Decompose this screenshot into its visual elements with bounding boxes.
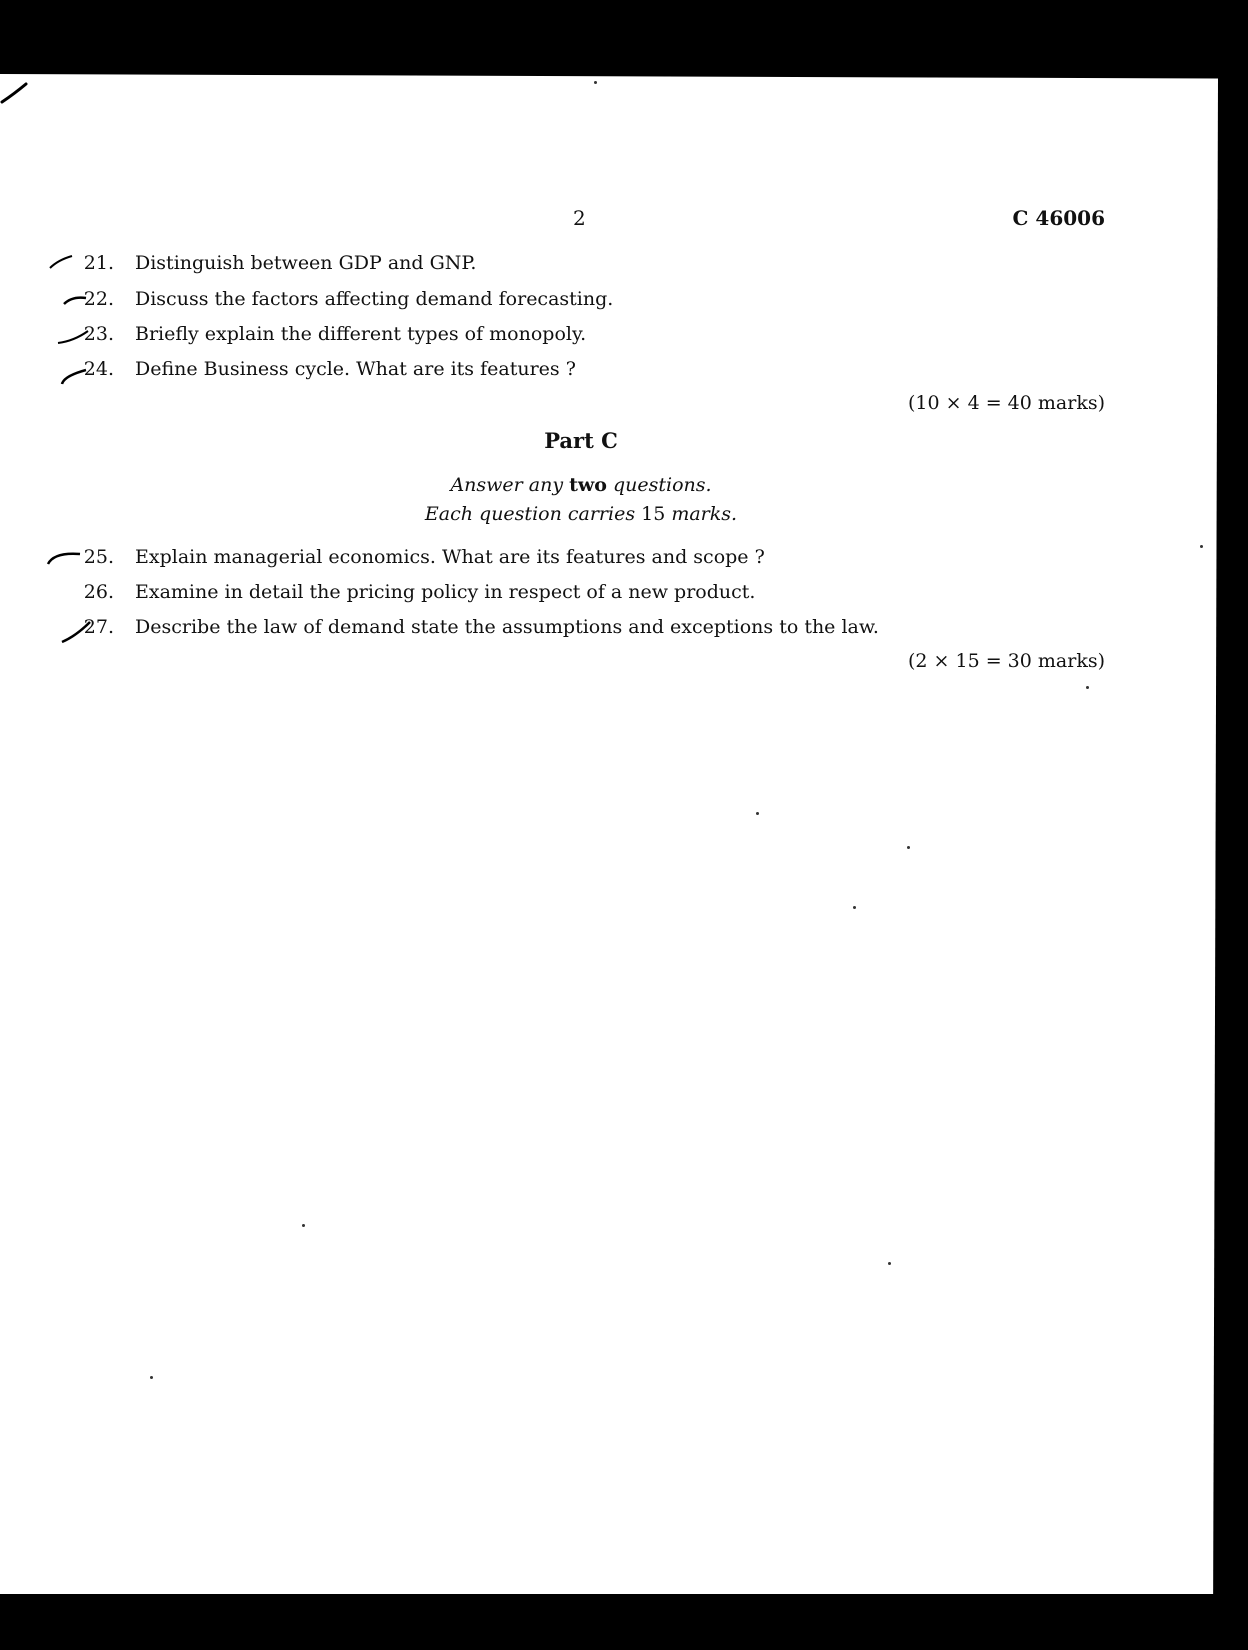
instruction-text: Each question carries (424, 503, 642, 525)
question-text: Examine in detail the pricing policy in respect of a new product. (135, 581, 756, 603)
question-text: Define Business cycle. What are its features ? (135, 358, 576, 380)
scan-speck (1086, 686, 1089, 689)
paper-code: C 46006 (1012, 206, 1105, 230)
question-number: 25. (83, 546, 114, 568)
question-number: 27. (83, 616, 114, 638)
scan-speck (907, 846, 910, 849)
question-number: 21. (83, 252, 114, 274)
instruction-text: questions. (606, 474, 712, 496)
page-number: 2 (573, 206, 586, 230)
scan-speck (150, 1376, 153, 1379)
question-text: Explain managerial economics. What are its features and scope ? (135, 546, 765, 568)
question-number: 23. (83, 323, 114, 345)
question-text: Discuss the factors affecting demand forecasting. (135, 288, 614, 310)
part-c-title: Part C (544, 428, 618, 453)
scan-speck (302, 1224, 305, 1227)
scan-speck (888, 1262, 891, 1265)
pen-mark-icon (0, 80, 30, 106)
part-c-instruction-1 (0, 474, 1162, 496)
question-number: 24. (83, 358, 114, 380)
instruction-text: Answer any (450, 474, 570, 496)
instruction-text: marks. (665, 503, 738, 525)
scan-speck (1200, 545, 1203, 548)
scan-speck (594, 81, 597, 84)
instruction-number: 15 (641, 503, 666, 525)
question-number: 22. (83, 288, 114, 310)
check-mark-icon (48, 254, 76, 270)
question-number: 26. (83, 581, 114, 603)
question-text: Describe the law of demand state the assumptions and exceptions to the law. (135, 616, 879, 638)
question-text: Distinguish between GDP and GNP. (135, 252, 477, 274)
part-c-marks: (2 × 15 = 30 marks) (908, 650, 1105, 672)
part-b-marks: (10 × 4 = 40 marks) (908, 392, 1105, 414)
question-text: Briefly explain the different types of monopoly. (135, 323, 587, 345)
part-c-instruction-2 (0, 503, 1162, 525)
scan-speck (853, 906, 856, 909)
check-mark-icon (44, 548, 84, 566)
instruction-emphasis: two (569, 474, 607, 496)
scan-speck (756, 812, 759, 815)
